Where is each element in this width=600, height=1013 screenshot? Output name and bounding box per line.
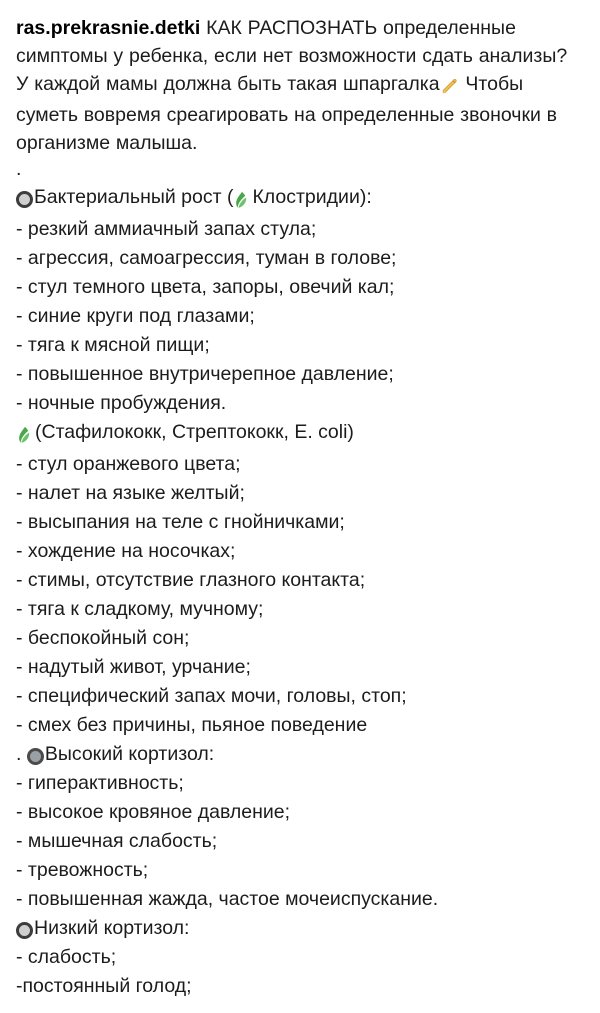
section-heading-staph [16,418,584,450]
list-item: -постоянный голод; [16,975,192,997]
pencil-icon [440,73,459,101]
post-intro [16,14,584,157]
list-item: - стул оранжевого цвета; [16,453,241,475]
section-heading-text-suffix: Высокий кортизол: [44,743,215,765]
list-item: - высыпания на теле с гнойничками; [16,511,345,533]
intro-text-part1: КАК РАСПОЗНАТЬ определенные симптомы у ребенка, если нет возможности сдать анализы? У каждой мамы должна быть такая шпаргалка [16,17,568,95]
list-item: - надутый живот, урчание; [16,656,251,678]
list-item: - гиперактивность; [16,772,184,794]
section-heading-high-cortisol [16,740,584,769]
list-item: - хождение на носочках; [16,540,236,562]
list-item: - тяга к сладкому, мучному; [16,598,264,620]
list-item: - тревожность; [16,859,149,881]
bullet-circle-icon [27,748,44,765]
list-item: - стул темного цвета, запоры, овечий кал; [16,276,395,298]
list-item: - синие круги под глазами; [16,305,255,327]
list-item: - специфический запах мочи, головы, стоп; [16,685,407,707]
herb-icon [233,186,251,215]
list-item: - стимы, отсутствие глазного контакта; [16,569,366,591]
list-item: - ночные пробуждения. [16,392,227,414]
list-item: - высокое кровяное давление; [16,801,291,823]
section-heading-bacterial [16,183,584,215]
section-heading-text-suffix: Низкий кортизол: [34,917,190,939]
list-item: - мышечная слабость; [16,830,218,852]
post-body [16,183,584,1001]
list-item: - повышенное внутричерепное давление; [16,363,394,385]
list-item: - слабость; [16,946,117,968]
separator-dot: . [16,158,22,180]
list-item: - тяга к мясной пищи; [16,334,210,356]
list-item: - беспокойный сон; [16,627,190,649]
bullet-circle-icon [16,922,33,939]
list-item: - смех без причины, пьяное поведение [16,714,368,736]
bullet-circle-icon [16,191,33,208]
list-item: - агрессия, самоагрессия, туман в голове; [16,247,397,269]
section-heading-text-prefix: . [16,743,27,765]
section-heading-text-suffix: (Стафилококк, Стрептококк, E. coli) [35,421,354,443]
section-heading-low-cortisol [16,914,584,943]
section-heading-text-suffix: Клостридии): [252,186,372,208]
list-item: - налет на языке желтый; [16,482,245,504]
herb-icon [16,421,34,450]
intro-text-part2: Чтобы суметь вовремя среагировать на определенные звоночки в организме малыша. [16,73,558,154]
account-username[interactable]: ras.prekrasnie.detki [16,17,201,39]
section-heading-text-prefix: Бактериальный рост ( [34,186,234,208]
list-item: - повышенная жажда, частое мочеиспускание. [16,888,439,910]
list-item: - резкий аммиачный запах стула; [16,218,317,240]
